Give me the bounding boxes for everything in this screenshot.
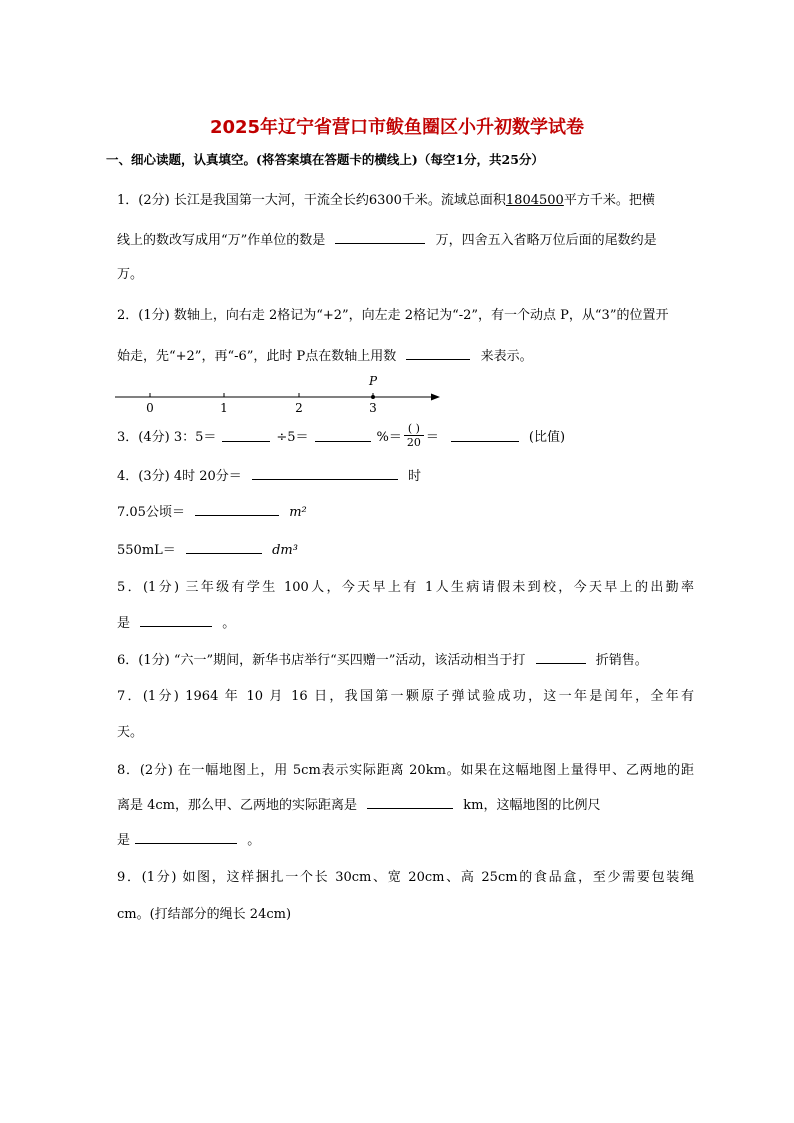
q8-text-d: 。 (247, 833, 261, 848)
q1-text-c: 线上的数改写成用“万”作单位的数是 (117, 233, 326, 248)
q3-fraction (404, 422, 424, 449)
question-2-line-1: 2．(1分) 数轴上，向右走 2格记为“+2”，向左走 2格记为“-2”，有一个动点 P，从“3”的位置开 (117, 308, 669, 323)
q3-fraction-numerator[interactable]: ( ) (404, 422, 424, 436)
q3-answer-blank-3[interactable] (451, 429, 519, 442)
q4-unit-dm3: dm³ (272, 543, 298, 558)
question-1-line-3: 万。 (117, 267, 144, 282)
q6-answer-blank[interactable] (536, 651, 586, 664)
arrow-icon (431, 394, 440, 401)
q3-text-a: 3．(4分) 3：5＝ (117, 430, 217, 445)
question-8-line-3 (117, 829, 260, 848)
q4-text-d: 550mL＝ (117, 543, 176, 558)
question-4-line-3 (117, 539, 298, 558)
q3-text-c: %＝ (376, 430, 402, 445)
question-6 (117, 649, 648, 668)
point-p-label: P (368, 374, 378, 388)
tick-label-1: 1 (220, 401, 228, 415)
q5-text-b: 。 (222, 616, 236, 631)
question-2-line-2 (117, 345, 533, 364)
q4-text-b: 时 (408, 469, 422, 484)
q8-answer-blank-1[interactable] (367, 796, 453, 809)
q8-text-c: 是 (117, 833, 131, 848)
q4-answer-blank-3[interactable] (186, 541, 262, 554)
question-1-line-2 (117, 229, 657, 248)
question-5-line-2 (117, 612, 235, 631)
point-p (371, 395, 375, 399)
number-line (113, 372, 448, 416)
tick-label-2: 2 (295, 401, 303, 415)
q3-text-d: ＝ (425, 430, 439, 445)
question-1-line-1 (117, 189, 655, 208)
question-8-line-2 (117, 794, 601, 813)
q8-text-b: km，这幅地图的比例尺 (463, 798, 601, 813)
q5-text-a: 是 (117, 616, 131, 631)
q8-answer-blank-2[interactable] (135, 831, 237, 844)
q1-text-a: 1．(2分) 长江是我国第一大河，干流全长约6300千米。流域总面积 (117, 193, 506, 208)
question-8-line-1: 8．(2分) 在一幅地图上，用 5cm表示实际距离 20km。如果在这幅地图上量得甲、乙两地的距 (117, 763, 694, 778)
q3-text-b: ÷5＝ (276, 430, 309, 445)
question-9-line-1: 9．(1分) 如图，这样捆扎一个长 30cm、宽 20cm、高 25cm的食品盒，至少需要包装绳 (117, 870, 694, 885)
q1-text-b: 平方千米。把横 (563, 193, 655, 208)
q3-answer-blank-1[interactable] (222, 429, 270, 442)
q3-text-e: (比值) (528, 430, 566, 445)
question-4-line-1 (117, 465, 421, 484)
tick-label-0: 0 (146, 401, 154, 415)
q6-text-a: 6．(1分) “六一”期间，新华书店举行“买四赠一”活动，该活动相当于打 (117, 653, 526, 668)
q4-text-a: 4．(3分) 4时 20分＝ (117, 469, 242, 484)
section-heading: 一、细心读题，认真填空。(将答案填在答题卡的横线上)（每空1分，共25分） (106, 152, 544, 167)
question-7-line-1: 7．(1分) 1964 年 10 月 16 日，我国第一颗原子弹试验成功，这一年是闰年，全年有 (117, 689, 694, 704)
q4-answer-blank-2[interactable] (195, 503, 279, 516)
tick-label-3: 3 (369, 401, 377, 415)
q5-answer-blank[interactable] (140, 614, 212, 627)
page-title: 2025年辽宁省营口市鲅鱼圈区小升初数学试卷 (209, 117, 585, 138)
q8-text-a: 离是 4cm，那么甲、乙两地的实际距离是 (117, 798, 358, 813)
q2-text-a: 始走，先“+2”，再“-6”，此时 P点在数轴上用数 (117, 349, 397, 364)
q1-underlined-number: 1804500 (505, 193, 564, 208)
q2-text-b: 来表示。 (480, 349, 533, 364)
q1-answer-blank-1[interactable] (335, 231, 425, 244)
question-4-line-2 (117, 501, 307, 520)
question-9-line-2: cm。(打结部分的绳长 24cm) (117, 907, 292, 922)
question-3 (117, 422, 565, 449)
q6-text-b: 折销售。 (595, 653, 648, 668)
q2-answer-blank[interactable] (406, 347, 470, 360)
q4-text-c: 7.05公顷＝ (117, 505, 185, 520)
q3-fraction-denominator: 20 (406, 436, 421, 449)
question-5-line-1: 5．(1分) 三年级有学生 100人，今天早上有 1人生病请假未到校，今天早上的出勤率 (117, 580, 694, 595)
q1-text-d: 万，四舍五入省略万位后面的尾数约是 (435, 233, 657, 248)
q4-unit-m2: m² (289, 505, 307, 520)
q3-answer-blank-2[interactable] (315, 429, 371, 442)
q4-answer-blank-1[interactable] (252, 467, 398, 480)
question-7-line-2: 天。 (117, 725, 144, 740)
